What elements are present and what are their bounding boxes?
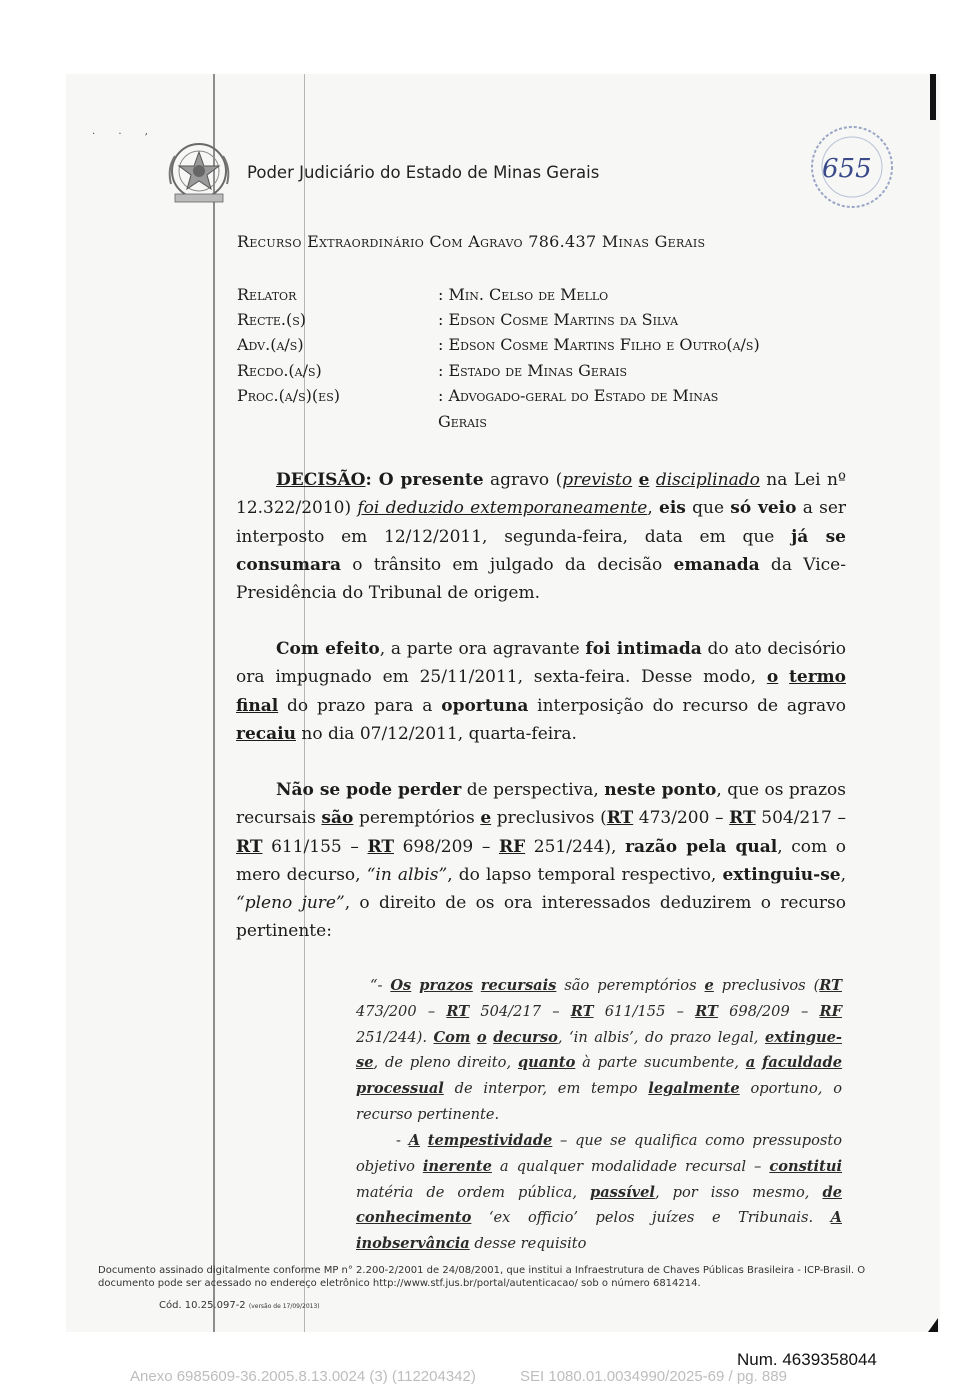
party-label: Relator (237, 285, 297, 304)
annex-footer (130, 1368, 787, 1385)
annex-reference: Anexo 6985609-36.2005.8.13.0024 (3) (112204342) (130, 1368, 476, 1385)
document-code-value: Cód. 10.25.097-2 (159, 1300, 246, 1311)
citation-quote-2: - A tempestividade – que se qualifica como pressuposto objetivo inerente a qualquer modalidade recursal – constitui matéria de ordem pública, passível, por isso mesmo, de conhecimento ‘ex officio’ pelos juízes e Tribunais. A inobservância desse requisito (356, 1132, 843, 1253)
page-number-label: Num. 4639358044 (737, 1350, 877, 1369)
party-value: : Edson Cosme Martins Filho e Outro(a/s) (438, 335, 760, 354)
sei-reference: SEI 1080.01.0034990/2025-69 / pg. 889 (520, 1368, 787, 1385)
document-code-version: (versão de 17/09/2013) (248, 1303, 320, 1310)
party-value: : Estado de Minas Gerais (438, 361, 628, 380)
scan-edge-mark (930, 74, 936, 120)
party-value: : Min. Celso de Mello (438, 285, 609, 304)
stamp-number: 655 (822, 154, 872, 184)
party-label: Recte.(s) (237, 310, 306, 329)
party-value: : Edson Cosme Martins da Silva (438, 310, 679, 329)
document-code (159, 1300, 320, 1311)
party-label: Adv.(a/s) (237, 335, 304, 354)
citation-quote-1: “- Os prazos recursais são peremptórios e preclusivos (RT 473/200 – RT 504/217 – RT 611/155 – RT 698/209 – RF 251/244). Com o decurso, ‘in albis’, do prazo legal, extingue-se, de pleno direito, quanto à parte sucumbente, a faculdade processual de interpor, em tempo legalmente oportuno, o recurso pertinente. (356, 977, 843, 1123)
coat-of-arms-logo (161, 138, 237, 210)
party-label: Proc.(a/s)(es) (237, 386, 340, 405)
digital-signature-notice: Documento assinado digitalmente conforme MP n° 2.200-2/2001 de 24/08/2001, que institui a Infraestrutura de Chaves Públicas Brasileira - ICP-Brasil. O documento pode ser acessado no endereço eletrônico http://www.stf.jus.br/portal/autenticacao/ sob o número 6814214. (98, 1265, 866, 1289)
party-value: : Advogado-geral do Estado de Minas (438, 386, 719, 405)
scan-corner-mark (928, 1318, 938, 1332)
case-title: Recurso Extraordinário Com Agravo 786.437 Minas Gerais (237, 232, 706, 251)
scan-fold-line (213, 74, 215, 1332)
court-name: Poder Judiciário do Estado de Minas Gerais (247, 163, 600, 182)
protocol-stamp (800, 125, 900, 215)
scan-specks: . . , (92, 126, 158, 137)
decision-paragraph-1: DECISÃO: O presente agravo (previsto e disciplinado na Lei nº 12.322/2010) foi deduzido extemporaneamente, eis que só veio a ser interposto em 12/12/2011, segunda-feira, data em que já se consumara o trânsito em julgado da decisão emanada da Vice-Presidência do Tribunal de origem. (236, 470, 847, 604)
decision-paragraph-3: Não se pode perder de perspectiva, neste ponto, que os prazos recursais são peremptórios e preclusivos (RT 473/200 – RT 504/217 – RT 611/155 – RT 698/209 – RF 251/244), razão pela qual, com o mero decurso, “in albis”, do lapso temporal respectivo, extinguiu-se, “pleno jure”, o direito de os ora interessados deduzirem o recurso pertinente: (236, 780, 846, 942)
party-value-continued: Gerais (438, 412, 487, 431)
party-label: Recdo.(a/s) (237, 361, 322, 380)
decision-paragraph-2: Com efeito, a parte ora agravante foi intimada do ato decisório ora impugnado em 25/11/2011, sexta-feira. Desse modo, o termo final do prazo para a oportuna interposição do recurso de agravo recaiu no dia 07/12/2011, quarta-feira. (236, 639, 846, 744)
